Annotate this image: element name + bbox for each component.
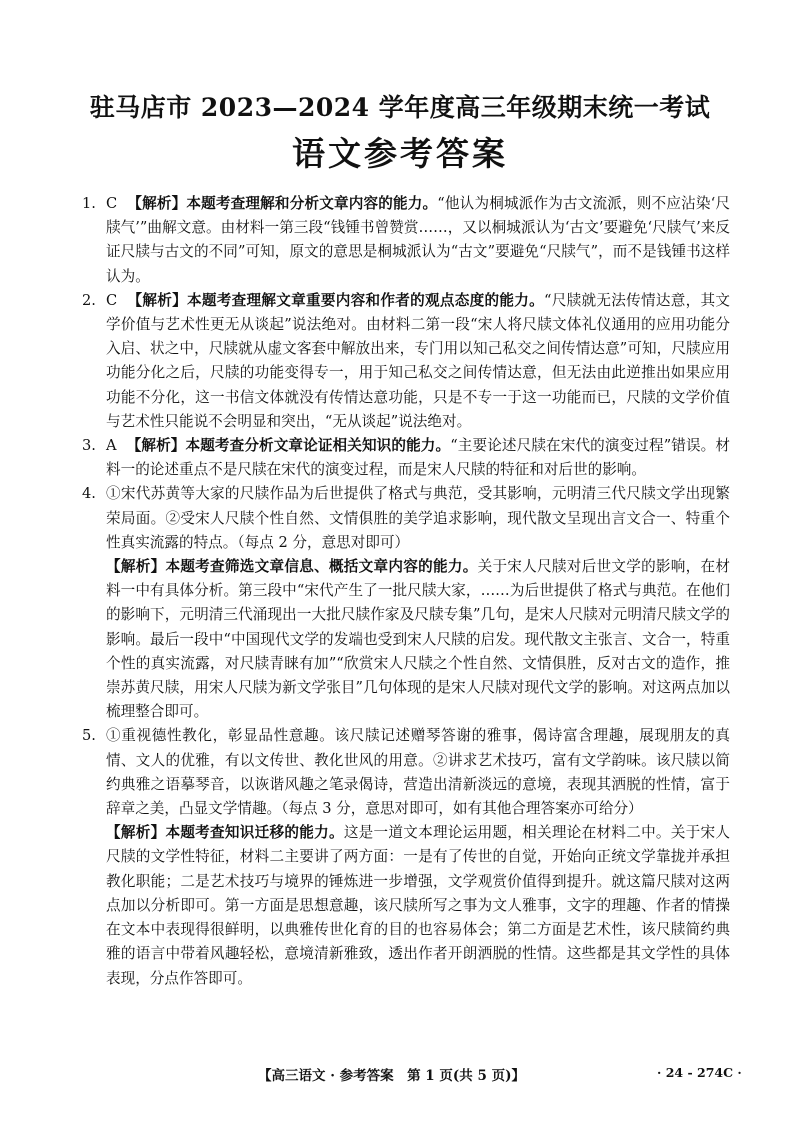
answer-choice: C: [106, 291, 118, 309]
answer-item-1: [82, 192, 730, 289]
analysis-text: “主要论述尺牍在宋代的演变过程”错误。材料一的论述重点不是尺牍在宋代的演变过程，而是宋人尺牍的特征和对后世的影响。: [106, 437, 730, 479]
analysis-block: [82, 821, 730, 990]
answer-text: ①宋代苏黄等大家的尺牍作品为后世提供了格式与典范，受其影响，元明清三代尺牍文学出现繁荣局面。②受宋人尺牍个性自然、文情俱胜的美学追求影响，现代散文呈现出言文合一、特重个性真实流露的特点。（每点 2 分，意思对即可）: [106, 485, 730, 551]
answer-choice: A: [106, 437, 117, 455]
item-body: [106, 192, 730, 289]
analysis-tag: 【解析】本题考查理解文章重要内容和作者的观点态度的能力。: [127, 291, 544, 309]
analysis-block: [82, 555, 730, 724]
item-number: 3.: [82, 437, 96, 455]
answer-item-3: [82, 434, 730, 482]
answer-item-4: [82, 482, 730, 724]
answers-list: [82, 192, 730, 991]
answer-item-5: [82, 724, 730, 990]
analysis-text: “尺牍就无法传情达意，其文学价值与艺术性更无从谈起”说法绝对。由材料二第一段“宋人将尺牍文体礼仪通用的应用功能分入启、状之中，尺牍就从虚文客套中解放出来，专门用以知己私交之间传情达意”可知，尺牍应用功能分化之后，尺牍的功能变得专一，用于知己私交之间传情达意，但无法由此逆推出如果应用功能不分化，这一书信文体就没有传情达意功能，只是不专一于这一功能而已，尺牍的文学价值与艺术性只能说不会明显和突出，“无从谈起”说法绝对。: [106, 291, 730, 430]
item-number: 1.: [82, 195, 96, 212]
item-body: [106, 434, 730, 482]
document-code: · 24 - 274C ·: [657, 1065, 742, 1080]
answer-item-2: [82, 289, 730, 434]
document-subtitle: 语文参考答案: [292, 134, 508, 173]
item-number: 4.: [82, 485, 96, 503]
analysis-text: “他认为桐城派作为古文流派，则不应沾染‘尺牍气’”曲解文意。由材料一第三段“钱锺书曾赞赏……，又以桐城派认为‘古文’要避免‘尺牍气’来反证尺牍与古文的不同”可知，原文的意思是桐城派认为“古文”要避免“尺牍气”，而不是钱锺书这样认为。: [106, 195, 730, 285]
analysis-tag: 【解析】本题考查筛选文章信息、概括文章内容的能力。: [106, 558, 478, 576]
analysis-text: 关于宋人尺牍对后世文学的影响，在材料一中有具体分析。第三段中“宋代产生了一批尺牍大家，……为后世提供了格式与典范。在他们的影响下，元明清三代涌现出一大批尺牍作家及尺牍专集”几句，是宋人尺牍对元明清尺牍文学的影响。最后一段中“中国现代文学的发端也受到宋人尺牍的启发。现代散文主张言、文合一，特重个性的真实流露，对尺牍青睐有加”“欣赏宋人尺牍之个性自然、文情俱胜，反对古文的造作，推崇苏黄尺牍，用宋人尺牍为新文学张目”几句体现的是宋人尺牍对现代文学的影响。对这两点加以梳理整合即可。: [106, 558, 730, 721]
analysis-text: 这是一道文本理论运用题，相关理论在材料二中。关于宋人尺牍的文学性特征，材料二主要讲了两方面：一是有了传世的自觉，开始向正统文学靠拢并承担教化职能；二是艺术技巧与境界的锤炼进一步增强，文学观赏价值得到提升。就这篇尺牍对这两点加以分析即可。第一方面是思想意趣，该尺牍所写之事为文人雅事，文字的理趣、作者的情操在文本中表现得很鲜明，以典雅传世化育的目的也容易体会；第二方面是艺术性，该尺牍简约典雅的语言中带着风趣轻松，意境清新雅致，透出作者开朗洒脱的性情。这些都是其文学性的具体表现，分点作答即可。: [106, 824, 730, 987]
answer-choice: C: [106, 195, 118, 212]
analysis-tag: 【解析】本题考查知识迁移的能力。: [106, 824, 344, 842]
item-number: 2.: [82, 291, 96, 309]
item-body: [106, 289, 730, 434]
page-footer: 【高三语文 · 参考答案 第 1 页(共 5 页)】: [258, 1068, 525, 1084]
analysis-tag: 【解析】本题考查分析文章论证相关知识的能力。: [126, 437, 451, 455]
item-number: 5.: [82, 727, 96, 745]
answer-text: ①重视德性教化，彰显品性意趣。该尺牍记述赠琴答谢的雅事，偈诗富含理趣，展现朋友的真情、文人的优雅，有以文传世、教化世风的用意。②讲求艺术技巧，富有文学韵味。该尺牍以简约典雅之语摹琴音，以诙谐风趣之笔录偈诗，营造出清新淡远的意境，表现其洒脱的性情，富于辞章之美，凸显文学情趣。（每点 3 分，意思对即可，如有其他合理答案亦可给分）: [106, 727, 730, 818]
exam-title: 驻马店市 2023—2024 学年度高三年级期末统一考试: [89, 93, 711, 122]
analysis-tag: 【解析】本题考查理解和分析文章内容的能力。: [127, 195, 438, 212]
